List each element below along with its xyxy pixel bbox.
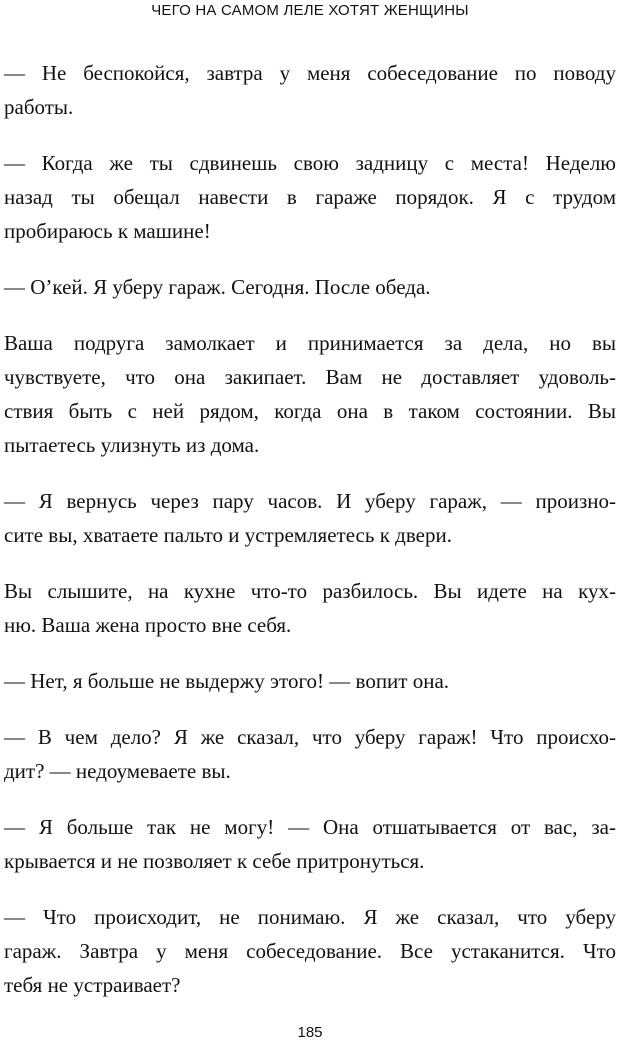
text-line: ствия быть с ней рядом, когда она в таком состоянии. Вы [4,399,616,423]
paragraph-1 [4,56,616,124]
paragraph-7 [4,664,616,698]
text-line: чувствуете, что она закипает. Вам не доставляет удоволь- [4,365,616,389]
text-line: — Нет, я больше не выдержу этого! — вопит она. [4,669,450,693]
text-line: — В чем дело? Я же сказал, что уберу гараж! Что происхо- [4,725,616,749]
page-number: 185 [297,1024,323,1041]
paragraph-6 [4,574,616,642]
text-line: — Что происходит, не понимаю. Я же сказал, что уберу [4,905,616,929]
running-header: ЧЕГО НА САМОМ ЛЕЛЕ ХОТЯТ ЖЕНЩИНЫ [151,2,469,19]
text-line: — Когда же ты сдвинешь свою задницу с места! Неделю [4,151,616,175]
paragraph-4 [4,326,616,462]
text-line: назад ты обещал навести в гараже порядок. Я с трудом [4,185,616,209]
text-line: работы. [4,95,74,119]
paragraph-8 [4,720,616,788]
paragraph-10 [4,900,616,1002]
text-line: гараж. Завтра у меня собеседование. Все устаканится. Что [4,939,616,963]
text-line: пытаетесь улизнуть из дома. [4,433,260,457]
text-line: — Я больше так не могу! — Она отшатывается от вас, за- [4,815,616,839]
text-line: сите вы, хватаете пальто и устремляетесь к двери. [4,523,452,547]
text-line: — Не беспокойся, завтра у меня собеседование по поводу [4,61,616,85]
page-body [4,56,616,1024]
text-line: тебя не устраивает? [4,973,181,997]
paragraph-3 [4,270,616,304]
text-line: Ваша подруга замолкает и принимается за дела, но вы [4,331,616,355]
paragraph-5 [4,484,616,552]
paragraph-9 [4,810,616,878]
text-line: — О’кей. Я уберу гараж. Сегодня. После обеда. [4,275,431,299]
text-line: ню. Ваша жена просто вне себя. [4,613,292,637]
text-line: — Я вернусь через пару часов. И уберу гараж, — произно- [4,489,616,513]
text-line: крывается и не позволяет к себе притронуться. [4,849,425,873]
text-line: дит? — недоумеваете вы. [4,759,231,783]
text-line: Вы слышите, на кухне что-то разбилось. Вы идете на кух- [4,579,616,603]
text-line: пробираюсь к машине! [4,219,211,243]
paragraph-2 [4,146,616,248]
